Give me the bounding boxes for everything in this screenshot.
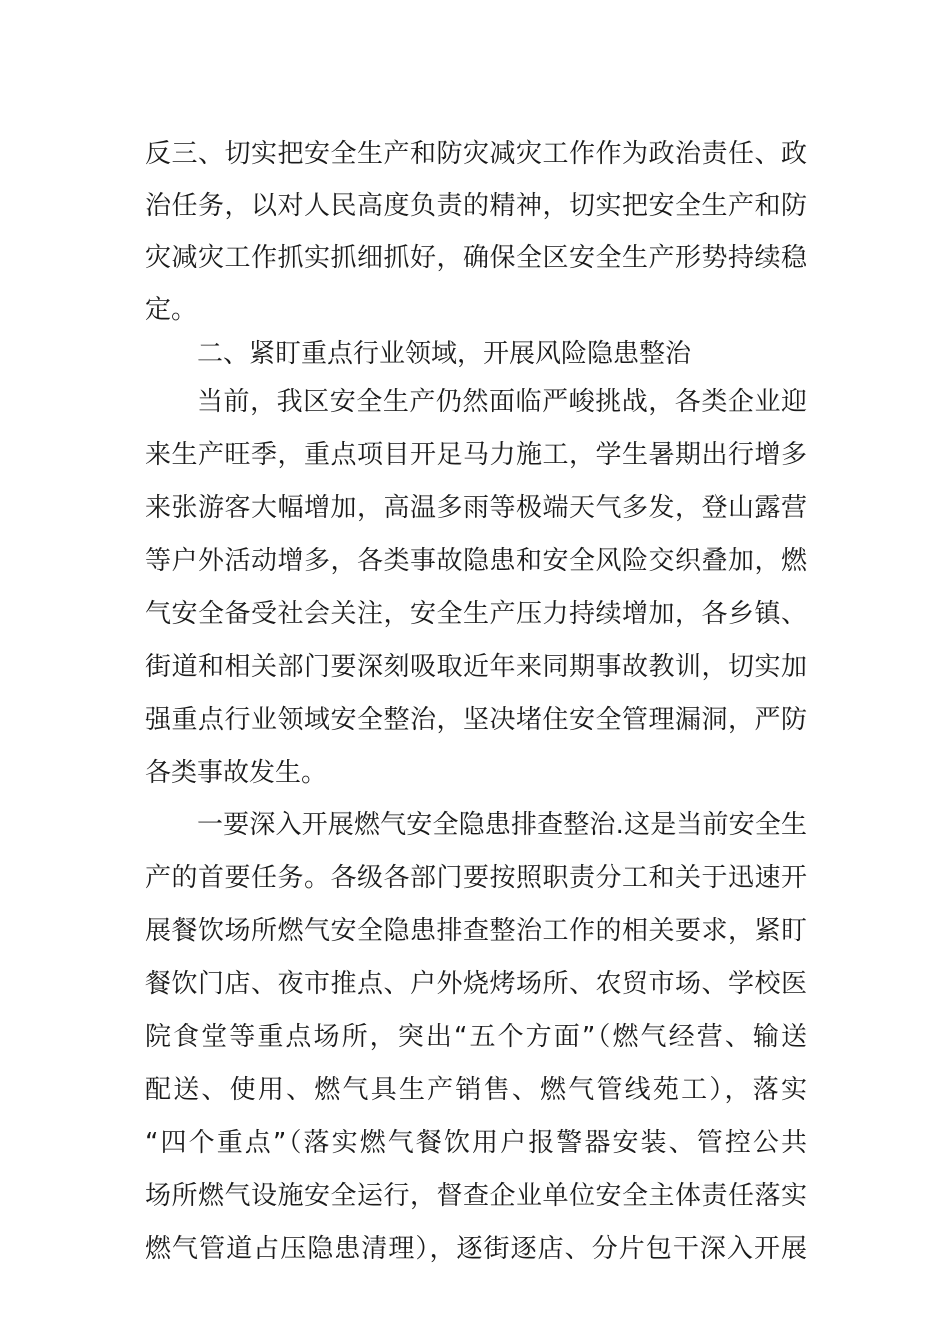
paragraph-line: 灾减灾工作抓实抓细抓好，确保全区安全生产形势持续稳 xyxy=(145,243,807,273)
paragraph-line: 街道和相关部门要深刻吸取近年来同期事故教训，切实加 xyxy=(145,652,807,682)
paragraph-line: 当前，我区安全生产仍然面临严峻挑战，各类企业迎 xyxy=(197,387,807,417)
paragraph-line: 一要深入开展燃气安全隐患排查整治.这是当前安全生 xyxy=(197,810,807,840)
paragraph-line: 燃气管道占压隐患清理），逐街逐店、分片包干深入开展 xyxy=(145,1234,807,1264)
paragraph-line: 气安全备受社会关注，安全生产压力持续增加，各乡镇、 xyxy=(145,599,807,629)
paragraph-line: 来生产旺季，重点项目开足马力施工，学生暑期出行增多 xyxy=(145,440,807,470)
paragraph-line: 各类事故发生。 xyxy=(145,758,328,788)
paragraph-line: 产的首要任务。各级各部门要按照职责分工和关于迅速开 xyxy=(145,863,807,893)
paragraph-line: 场所燃气设施安全运行，督查企业单位安全主体责任落实 xyxy=(145,1181,807,1211)
paragraph-line: 定。 xyxy=(145,295,198,325)
paragraph-line: “四个重点”（落实燃气餐饮用户报警器安装、管控公共 xyxy=(145,1128,807,1158)
paragraph-line: 来张游客大幅增加，高温多雨等极端天气多发，登山露营 xyxy=(145,493,807,523)
paragraph-line: 配送、使用、燃气具生产销售、燃气管线苑工），落实 xyxy=(145,1075,807,1105)
paragraph-line: 等户外活动增多，各类事故隐患和安全风险交织叠加，燃 xyxy=(145,546,807,576)
paragraph-line: 展餐饮场所燃气安全隐患排查整治工作的相关要求，紧盯 xyxy=(145,916,807,946)
paragraph-line: 院食堂等重点场所，突出“五个方面”（燃气经营、输送 xyxy=(145,1022,807,1052)
paragraph-line: 反三、切实把安全生产和防灾减灾工作作为政治责任、政 xyxy=(145,139,807,169)
paragraph-line: 强重点行业领域安全整治，坚决堵住安全管理漏洞，严防 xyxy=(145,705,807,735)
section-heading: 二、紧盯重点行业领域，开展风险隐患整治 xyxy=(197,339,692,369)
paragraph-line: 餐饮门店、夜市推点、户外烧烤场所、农贸市场、学校医 xyxy=(145,969,807,999)
paragraph-line: 治任务，以对人民高度负责的精神，切实把安全生产和防 xyxy=(145,191,807,221)
